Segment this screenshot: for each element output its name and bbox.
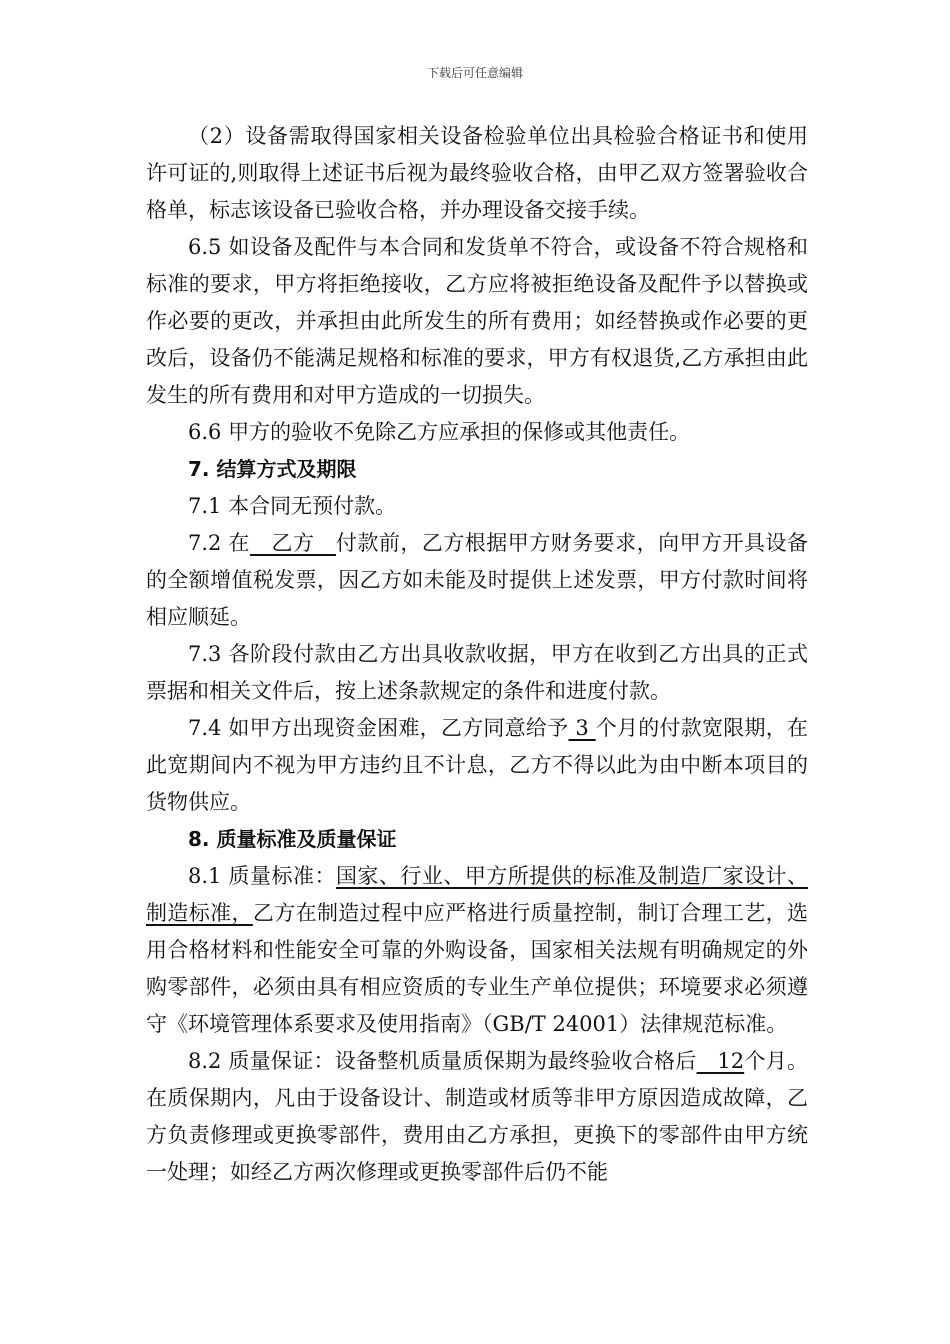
section-heading-8: 8. 质量标准及质量保证: [188, 827, 397, 851]
paragraph-6-4-2: （2）设备需取得国家相关设备检验单位出具检验合格证书和使用许可证的,则取得上述证书后视为最终验收合格，由甲乙双方签署验收合格单，标志该设备已验收合格，并办理设备交接手续。: [146, 124, 808, 222]
paragraph-8-1: [146, 858, 808, 1043]
document-body: [146, 118, 808, 1191]
p74-text-a: 7.4 如甲方出现资金困难，乙方同意给予: [188, 716, 569, 740]
paragraph-7-4: [146, 710, 808, 821]
p82-text-a: 8.2 质量保证：设备整机质量质保期为最终验收合格后: [188, 1049, 697, 1073]
p72-text-a: 7.2 在: [188, 531, 251, 555]
p81-underlined-standards: 国家、行业、甲方所提供的标准及制造厂家设计、制造标准，: [146, 864, 809, 925]
paragraph-7-2: [146, 525, 808, 636]
p74-underlined-months: 3: [568, 716, 596, 740]
p82-underlined-months: 12: [696, 1049, 745, 1073]
p74-text-b: 个月的付款宽限期，在此宽期间内不视为甲方违约且不计息，乙方不得以此为由中断本项目的货物供应。: [146, 716, 809, 814]
paragraph-8-2: [146, 1043, 808, 1191]
p72-underlined-party: 乙方: [250, 531, 336, 555]
p81-text-a: 8.1 质量标准：: [188, 864, 336, 888]
paragraph-7-1: 7.1 本合同无预付款。: [188, 494, 397, 518]
paragraph-6-6: 6.6 甲方的验收不免除乙方应承担的保修或其他责任。: [188, 420, 691, 444]
p81-text-b: 乙方在制造过程中应严格进行质量控制，制订合理工艺，选用合格材料和性能安全可靠的外购设备，国家相关法规有明确规定的外购零部件，必须由具有相应资质的专业生产单位提供；环境要求必须遵守《环境管理体系要求及使用指南》（GB/T 24001）法律规范标准。: [146, 901, 809, 1036]
p82-text-b: 个月。在质保期内，凡由于设备设计、制造或材质等非甲方原因造成故障，乙方负责修理或更换零部件，费用由乙方承担，更换下的零部件由甲方统一处理；如经乙方两次修理或更换零部件后仍不能: [146, 1049, 809, 1184]
page-header: 下载后可任意编辑: [426, 66, 523, 80]
section-heading-7: 7. 结算方式及期限: [188, 457, 357, 481]
paragraph-7-3: 7.3 各阶段付款由乙方出具收款收据，甲方在收到乙方出具的正式票据和相关文件后，按上述条款规定的条件和进度付款。: [146, 642, 808, 703]
paragraph-6-5: 6.5 如设备及配件与本合同和发货单不符合，或设备不符合规格和标准的要求，甲方将拒绝接收，乙方应将被拒绝设备及配件予以替换或作必要的更改，并承担由此所发生的所有费用；如经替换或作必要的更改后，设备仍不能满足规格和标准的要求，甲方有权退货,乙方承担由此发生的所有费用和对甲方造成的一切损失。: [146, 235, 808, 407]
p72-text-b: 付款前，乙方根据甲方财务要求，向甲方开具设备的全额增值税发票，因乙方如未能及时提供上述发票，甲方付款时间将相应顺延。: [146, 531, 808, 629]
